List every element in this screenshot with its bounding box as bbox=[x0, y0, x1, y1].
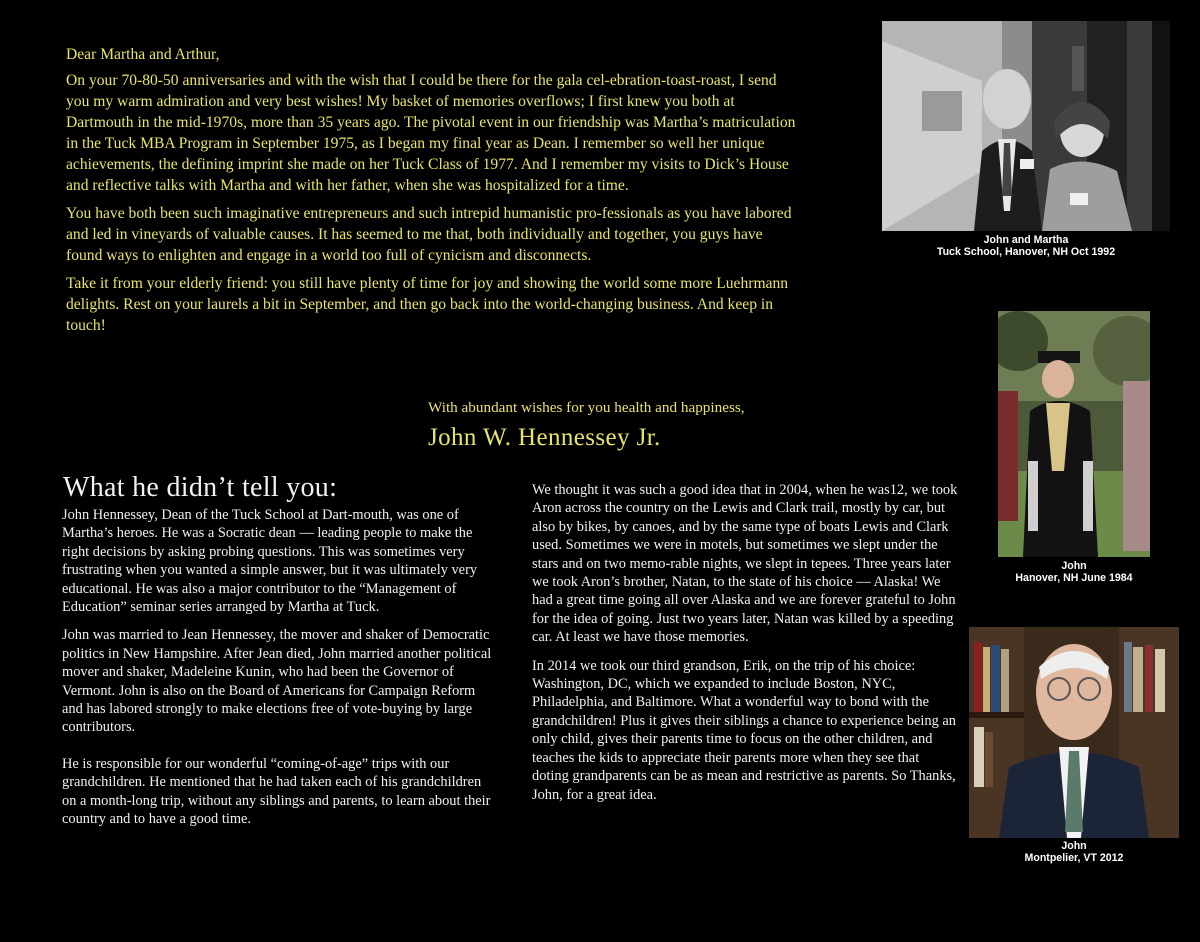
caption-title: John bbox=[1061, 840, 1087, 852]
letter-paragraph: You have both been such imaginative entrepreneurs and such intrepid humanistic pro-fessionals as you have labored and led in vineyards of valuable causes. It has seemed to me that, both individually and together, you guys have found ways to enlighten and engage in a world too full of cynicism and disconnects. bbox=[66, 205, 792, 264]
letter-greeting: Dear Martha and Arthur, bbox=[66, 46, 220, 63]
body-paragraph: He is responsible for our wonderful “coming-of-age” trips with our grandchildren. He mentioned that he had taken each of his grandchildren on a month-long trip, without any siblings and parents, to learn about their country and to have a good time. bbox=[62, 755, 491, 828]
caption-title: John and Martha bbox=[983, 234, 1069, 246]
body-paragraph: John was married to Jean Hennessey, the mover and shaker of Democratic politics in New Hampshire. After Jean died, John married another political mover and shaker, Madeleine Kunin, who had been the Governor of Vermont. John is also on the Board of Americans for Campaign Reform and has labored strongly to make elections free of vote-buying by large contributors. bbox=[62, 627, 492, 736]
body-paragraph: In 2014 we took our third grandson, Erik, on the trip of his choice: Washington, DC, which we expanded to include Boston, NYC, Philadelphia, and Baltimore. What a wonderful way to bond with the grandchildren! Plus it gives their siblings a chance to experience being an only child, gives their parents time to focus on the other children, and teaches the kids to appreciate their parents more when they see that doting grandparents can be as mean and restrictive as parents. So Thanks, John, for a great idea. bbox=[532, 657, 956, 803]
photo-john-2012 bbox=[969, 627, 1179, 838]
photo-caption bbox=[882, 234, 1170, 258]
body-paragraph: We thought it was such a good idea that in 2004, when he was12, we took Aron across the country on the Lewis and Clark trail, mostly by car, but also by bikes, by canoes, and by the same type of boats Lewis and Clark used. Sometimes we were in motels, but sometimes we slept under the stars and on two memo-rable nights, we slept in tepees. Three years later we took Aron’s brother, Natan, to the state of his choice — Alaska! We had a great time going all over Alaska and we are forever grateful to John for the idea of going. Just two years later, Natan was killed by a speeding car. At least we have those memories. bbox=[532, 482, 958, 646]
caption-detail: Montpelier, VT 2012 bbox=[1024, 852, 1124, 864]
letter bbox=[66, 44, 802, 343]
right-column bbox=[532, 481, 958, 814]
letter-closing: With abundant wishes for you health and happiness, bbox=[428, 399, 745, 416]
section-heading: What he didn’t tell you: bbox=[63, 472, 338, 503]
body-paragraph: John Hennessey, Dean of the Tuck School at Dart-mouth, was one of Martha’s heroes. He was a Socratic dean — leading people to make the right decisions by asking probing questions. This was sometimes very frustrating when you wanted a simple answer, but it was ultimately very educational. He was also a major contributor to the “Management of Education” seminar series arranged by Martha at Tuck. bbox=[62, 507, 478, 616]
photo-caption bbox=[998, 560, 1150, 584]
photo-caption bbox=[969, 840, 1179, 864]
photo-john-and-martha bbox=[882, 21, 1170, 231]
caption-detail: Hanover, NH June 1984 bbox=[1015, 572, 1133, 584]
left-column bbox=[62, 506, 498, 839]
caption-detail: Tuck School, Hanover, NH Oct 1992 bbox=[936, 246, 1116, 258]
letter-paragraph: Take it from your elderly friend: you still have plenty of time for joy and showing the world some more Luehrmann delights. Rest on your laurels a bit in September, and then go back into the world-changing business. And keep in touch! bbox=[66, 275, 789, 334]
photo-john-1984 bbox=[998, 311, 1150, 557]
letter-signature: John W. Hennessey Jr. bbox=[428, 424, 661, 451]
caption-title: John bbox=[1061, 560, 1087, 572]
letter-paragraph: On your 70-80-50 anniversaries and with the wish that I could be there for the gala cel-ebration-toast-roast, I send you my warm admiration and very best wishes! My basket of memories overflows; I first knew you both at Dartmouth in the mid-1970s, more than 35 years ago. The pivotal event in our friendship was Martha’s matriculation in the Tuck MBA Program in September 1975, as I began my final year as Dean. I remember so well her unique achievements, the defining imprint she made on her Tuck Class of 1977. And I remember my visits to Dick’s House and reflective talks with Martha and with her father, when she was hospitalized for a time. bbox=[66, 72, 796, 194]
